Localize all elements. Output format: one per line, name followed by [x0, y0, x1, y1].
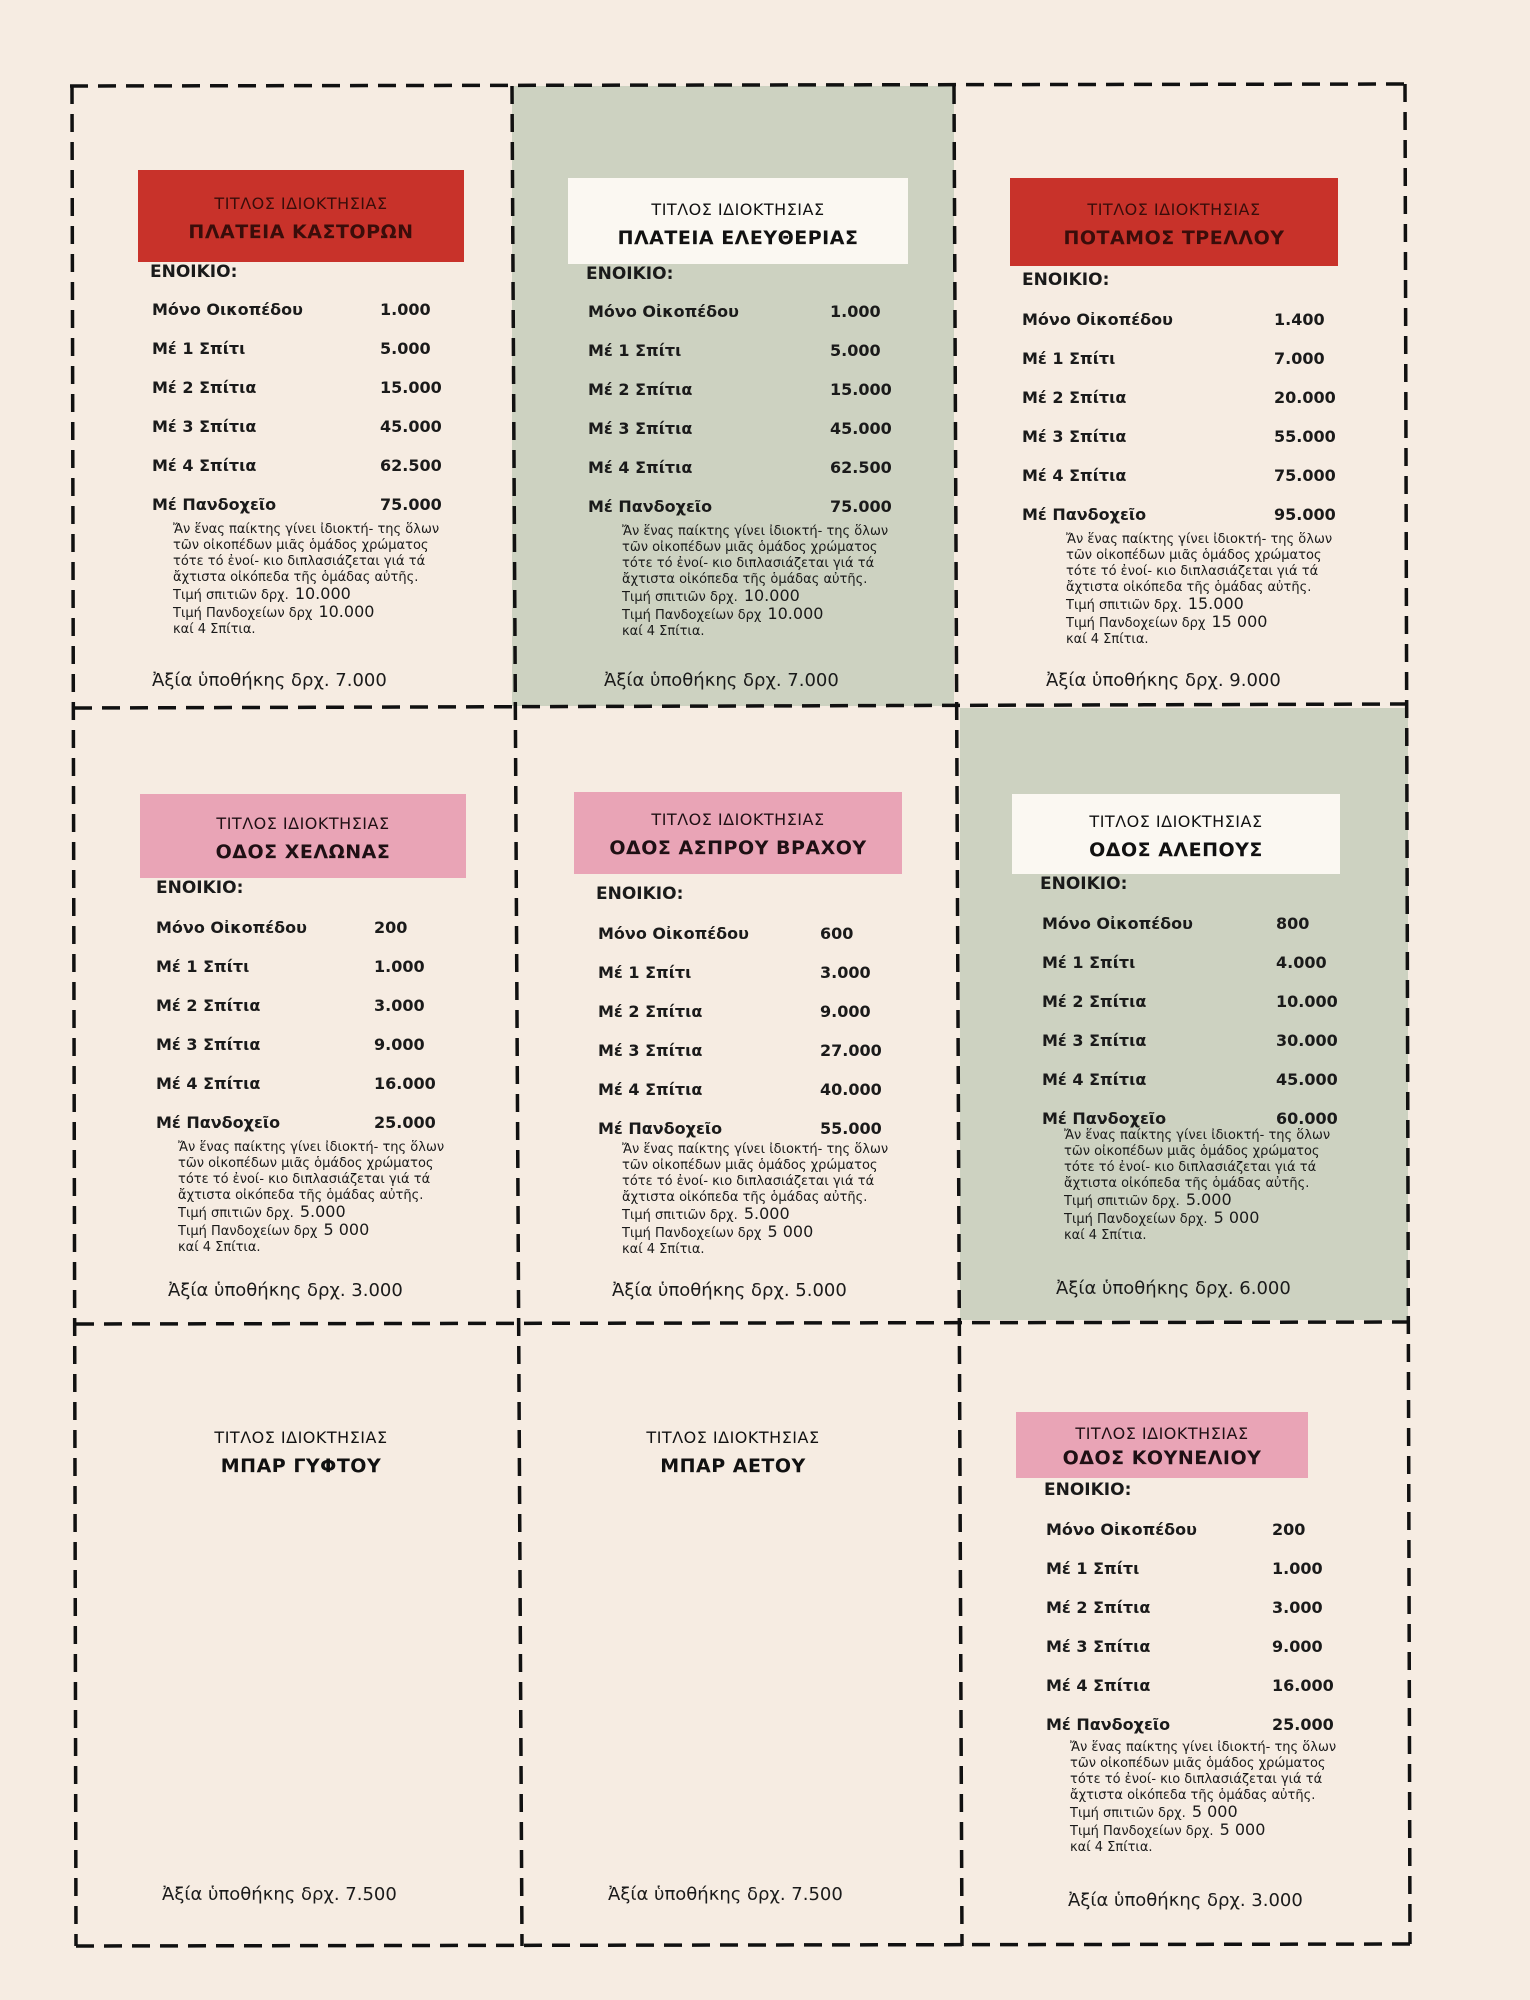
card-title-bar — [138, 170, 464, 262]
card-header: ΤΙΤΛΟΣ ΙΔΙΟΚΤΗΣΙΑΣ — [214, 194, 388, 213]
rent-row-value: 800 — [1276, 914, 1310, 933]
rent-table — [598, 924, 898, 1158]
property-card — [512, 86, 954, 706]
rule-text: Ἄν ἕνας παίκτης γίνει ἰδιοκτή- της ὅλων τῶν οἰκοπέδων μιᾶς ὁμάδος χρώματος τότε τό ἐνοί- κιο διπλασιάζεται γιά τά ἄχτιστα οἰκόπεδα τῆς ὁμάδας αὐτῆς. — [622, 1142, 889, 1205]
rent-row-label: Μέ 1 Σπίτι — [1046, 1559, 1140, 1578]
rent-row-label: Μέ 3 Σπίτια — [598, 1041, 703, 1060]
rent-row-label: Μέ 3 Σπίτια — [1022, 427, 1127, 446]
hotel-price-value: 5 000 — [1219, 1820, 1266, 1839]
house-price-value: 10.000 — [294, 584, 351, 603]
mortgage-value: Ἀξία ὑποθήκης δρχ. 3.000 — [168, 1280, 403, 1301]
rent-row-value: 5.000 — [830, 341, 881, 360]
rent-row — [152, 300, 452, 339]
monopoly-rule-note — [1066, 532, 1336, 648]
rent-row — [1022, 349, 1342, 388]
rent-row-value: 1.000 — [1272, 1559, 1323, 1578]
rent-table — [588, 302, 892, 536]
rent-row-value: 15.000 — [830, 380, 892, 399]
rent-row-label: Μέ 4 Σπίτια — [156, 1074, 261, 1093]
mortgage-value: Ἀξία ὑποθήκης δρχ. 9.000 — [1046, 670, 1281, 691]
rent-label: ΕΝΟΙΚΙΟ: — [1044, 1480, 1132, 1500]
monopoly-rule-note — [178, 1140, 448, 1256]
rent-row-value: 200 — [1272, 1520, 1306, 1539]
property-name: ΠΟΤΑΜΟΣ ΤΡΕΛΛΟΥ — [1063, 227, 1285, 249]
rent-row-label: Μέ 3 Σπίτια — [1042, 1031, 1147, 1050]
rent-row-label: Μέ 4 Σπίτια — [1022, 466, 1127, 485]
rent-table — [1046, 1520, 1346, 1754]
card-header: ΤΙΤΛΟΣ ΙΔΙΟΚΤΗΣΙΑΣ — [1087, 200, 1261, 219]
rent-row — [1042, 1070, 1362, 1109]
rent-row-value: 10.000 — [1276, 992, 1338, 1011]
rent-label: ΕΝΟΙΚΙΟ: — [150, 262, 238, 282]
rent-row-value: 600 — [820, 924, 854, 943]
card-header: ΤΙΤΛΟΣ ΙΔΙΟΚΤΗΣΙΑΣ — [651, 200, 825, 219]
rent-row-label: Μέ 3 Σπίτια — [588, 419, 693, 438]
rent-row-label: Μέ Πανδοχεῖο — [156, 1113, 281, 1132]
rent-row-value: 200 — [374, 918, 408, 937]
house-price-label: Τιμή σπιτιῶν δρχ. — [178, 1206, 294, 1221]
house-price-label: Τιμή σπιτιῶν δρχ. — [173, 588, 289, 603]
card-title-bar — [570, 1428, 896, 1498]
card-title-bar — [1012, 794, 1340, 874]
rent-row — [598, 1002, 898, 1041]
hotel-price-line — [622, 606, 892, 624]
rent-row-label: Μόνο Οἰκοπέδου — [1042, 914, 1193, 933]
property-name: ΜΠΑΡ ΓΥΦΤΟΥ — [220, 1455, 382, 1477]
house-price-value: 5.000 — [299, 1202, 346, 1221]
rent-row-value: 62.500 — [830, 458, 892, 477]
hotel-price-suffix: καί 4 Σπίτια. — [622, 1242, 705, 1257]
rent-row-value: 9.000 — [820, 1002, 871, 1021]
house-price-label: Τιμή σπιτιῶν δρχ. — [1070, 1806, 1186, 1821]
rent-row-value: 1.400 — [1274, 310, 1325, 329]
card-title-bar — [138, 1428, 464, 1498]
rent-row-label: Μέ 1 Σπίτι — [156, 957, 250, 976]
rent-row-label: Μόνο Οἰκοπέδου — [1046, 1520, 1197, 1539]
rent-row — [598, 1080, 898, 1119]
property-card — [78, 86, 508, 706]
rent-row-value: 75.000 — [830, 497, 892, 516]
card-header: ΤΙΤΛΟΣ ΙΔΙΟΚΤΗΣΙΑΣ — [216, 814, 390, 833]
hotel-price-line — [1064, 1210, 1334, 1228]
rent-row-value: 9.000 — [374, 1035, 425, 1054]
property-card — [960, 708, 1408, 1320]
house-price-line — [178, 1204, 448, 1222]
rent-row-label: Μόνο Οἰκοπέδου — [156, 918, 307, 937]
rent-row — [598, 924, 898, 963]
rent-row-label: Μέ 2 Σπίτια — [588, 380, 693, 399]
rent-table — [1042, 914, 1362, 1148]
rule-text: Ἄν ἕνας παίκτης γίνει ἰδιοκτή- της ὅλων τῶν οἰκοπέδων μιᾶς ὁμάδος χρώματος τότε τό ἐνοί- κιο διπλασιάζεται γιά τά ἄχτιστα οἰκόπεδα τῆς ὁμάδας αὐτῆς. — [1066, 532, 1333, 595]
rent-row — [588, 341, 888, 380]
rule-text: Ἄν ἕνας παίκτης γίνει ἰδιοκτή- της ὅλων τῶν οἰκοπέδων μιᾶς ὁμάδος χρώματος τότε τό ἐνοί- κιο διπλασιάζεται γιά τά ἄχτιστα οἰκόπεδα τῆς ὁμάδας αὐτῆς. — [1070, 1740, 1337, 1803]
rent-row — [1022, 427, 1342, 466]
rent-row-value: 7.000 — [1274, 349, 1325, 368]
rent-row — [598, 1041, 898, 1080]
rent-row — [156, 996, 456, 1035]
rent-row-label: Μόνο Οἰκοπέδου — [598, 924, 749, 943]
rent-row-value: 45.000 — [380, 417, 442, 436]
rent-row-label: Μέ Πανδοχεῖο — [1046, 1715, 1171, 1734]
property-name: ΠΛΑΤΕΙΑ ΚΑΣΤΟΡΩΝ — [188, 221, 414, 243]
hotel-price-suffix: καί 4 Σπίτια. — [1064, 1228, 1147, 1243]
rent-row-label: Μέ 3 Σπίτια — [1046, 1637, 1151, 1656]
card-header: ΤΙΤΛΟΣ ΙΔΙΟΚΤΗΣΙΑΣ — [646, 1428, 820, 1447]
rent-row-label: Μέ 4 Σπίτια — [598, 1080, 703, 1099]
rent-row-value: 25.000 — [374, 1113, 436, 1132]
rent-label: ΕΝΟΙΚΙΟ: — [156, 878, 244, 898]
rent-row-value: 1.000 — [374, 957, 425, 976]
hotel-price-suffix: καί 4 Σπίτια. — [622, 624, 705, 639]
hotel-price-label: Τιμή Πανδοχείων δρχ. — [1070, 1824, 1214, 1839]
rent-row-label: Μέ 4 Σπίτια — [588, 458, 693, 477]
house-price-label: Τιμή σπιτιῶν δρχ. — [622, 1208, 738, 1223]
rent-table — [1022, 310, 1342, 544]
rent-row — [1042, 914, 1362, 953]
rent-row-value: 16.000 — [1272, 1676, 1334, 1695]
rent-row-label: Μέ 2 Σπίτια — [1042, 992, 1147, 1011]
rent-row — [1046, 1637, 1346, 1676]
rule-text: Ἄν ἕνας παίκτης γίνει ἰδιοκτή- της ὅλων τῶν οἰκοπέδων μιᾶς ὁμάδος χρώματος τότε τό ἐνοί- κιο διπλασιάζεται γιά τά ἄχτιστα οἰκόπεδα τῆς ὁμάδας αὐτῆς. — [178, 1140, 445, 1203]
rent-row-label: Μέ 1 Σπίτι — [152, 339, 246, 358]
rent-row-label: Μέ 1 Σπίτι — [588, 341, 682, 360]
rent-row — [588, 380, 892, 419]
hotel-price-value: 10.000 — [767, 604, 824, 623]
rent-row — [156, 1074, 456, 1113]
mortgage-value: Ἀξία ὑποθήκης δρχ. 7.000 — [604, 670, 839, 691]
card-title-bar — [1016, 1412, 1308, 1478]
property-card — [516, 710, 956, 1322]
rent-row-label: Μέ 4 Σπίτια — [1042, 1070, 1147, 1089]
hotel-price-suffix: καί 4 Σπίτια. — [1070, 1840, 1153, 1855]
rent-row — [156, 957, 456, 996]
property-name: ΟΔΟΣ ΚΟΥΝΕΛΙΟΥ — [1062, 1447, 1262, 1469]
house-price-line — [1070, 1804, 1340, 1822]
rent-row — [152, 378, 452, 417]
rent-row-value: 1.000 — [380, 300, 431, 319]
monopoly-rule-note — [1070, 1740, 1340, 1856]
rent-row — [1022, 310, 1342, 349]
rent-row — [1042, 953, 1362, 992]
rent-row-value: 60.000 — [1276, 1109, 1338, 1128]
rent-row — [1022, 466, 1342, 505]
rent-row-label: Μέ 4 Σπίτια — [152, 456, 257, 475]
mortgage-value: Ἀξία ὑποθήκης δρχ. 7.500 — [162, 1884, 397, 1905]
cut-line — [76, 1944, 1410, 1946]
rent-row-value: 20.000 — [1274, 388, 1336, 407]
rent-row-label: Μέ 3 Σπίτια — [156, 1035, 261, 1054]
rent-table — [156, 918, 456, 1152]
rent-row-value: 3.000 — [374, 996, 425, 1015]
card-header: ΤΙΤΛΟΣ ΙΔΙΟΚΤΗΣΙΑΣ — [651, 810, 825, 829]
rent-row-label: Μέ 2 Σπίτια — [598, 1002, 703, 1021]
rent-row — [152, 417, 452, 456]
rent-row-label: Μέ 2 Σπίτια — [1046, 1598, 1151, 1617]
hotel-price-line — [622, 1224, 892, 1242]
rent-row-value: 3.000 — [1272, 1598, 1323, 1617]
rent-row-label: Μέ Πανδοχεῖο — [152, 495, 277, 514]
mortgage-value: Ἀξία ὑποθήκης δρχ. 7.000 — [152, 670, 387, 691]
hotel-price-line — [1070, 1822, 1340, 1840]
house-price-line — [1064, 1192, 1334, 1210]
rent-label: ΕΝΟΙΚΙΟ: — [586, 264, 674, 284]
rent-row-value: 9.000 — [1272, 1637, 1323, 1656]
hotel-price-value: 5 000 — [767, 1222, 814, 1241]
hotel-price-value: 15 000 — [1211, 612, 1268, 631]
rent-row-label: Μέ Πανδοχεῖο — [598, 1119, 723, 1138]
rent-label: ΕΝΟΙΚΙΟ: — [1040, 874, 1128, 894]
rent-row-value: 55.000 — [1274, 427, 1336, 446]
rent-row — [588, 302, 888, 341]
cut-line — [72, 86, 76, 1946]
rent-row-label: Μέ 1 Σπίτι — [598, 963, 692, 982]
monopoly-rule-note — [173, 522, 443, 638]
card-header: ΤΙΤΛΟΣ ΙΔΙΟΚΤΗΣΙΑΣ — [214, 1428, 388, 1447]
mortgage-value: Ἀξία ὑποθήκης δρχ. 6.000 — [1056, 1278, 1291, 1299]
hotel-price-line — [1066, 614, 1336, 632]
monopoly-rule-note — [1064, 1128, 1334, 1244]
property-name: ΜΠΑΡ ΑΕΤΟΥ — [660, 1455, 806, 1477]
rent-row-label: Μόνο Οἰκοπέδου — [588, 302, 739, 321]
property-name: ΟΔΟΣ ΧΕΛΩΝΑΣ — [215, 841, 391, 863]
rent-row-label: Μόνο Οικοπέδου — [152, 300, 303, 319]
rule-text: Ἄν ἕνας παίκτης γίνει ἰδιοκτή- της ὅλων τῶν οἰκοπέδων μιᾶς ὁμάδος χρώματος τότε τό ἐνοί- κιο διπλασιάζεται γιά τά ἄχτιστα οἰκόπεδα τῆς ὁμάδας αὐτῆς. — [173, 522, 440, 585]
rule-text: Ἄν ἕνας παίκτης γίνει ἰδιοκτή- της ὅλων τῶν οἰκοπέδων μιᾶς ὁμάδος χρώματος τότε τό ἐνοί- κιο διπλασιάζεται γιά τά ἄχτιστα οἰκόπεδα τῆς ὁμάδας αὐτῆς. — [622, 524, 889, 587]
card-header: ΤΙΤΛΟΣ ΙΔΙΟΚΤΗΣΙΑΣ — [1089, 812, 1263, 831]
property-card — [958, 86, 1408, 706]
house-price-line — [622, 1206, 892, 1224]
rent-label: ΕΝΟΙΚΙΟ: — [596, 884, 684, 904]
rent-row — [156, 918, 456, 957]
hotel-price-suffix: καί 4 Σπίτια. — [1066, 632, 1149, 647]
rent-row-value: 95.000 — [1274, 505, 1336, 524]
rent-row — [152, 339, 452, 378]
rent-row-value: 1.000 — [830, 302, 881, 321]
house-price-value: 5.000 — [1185, 1190, 1232, 1209]
card-title-bar — [1010, 178, 1338, 266]
monopoly-rule-note — [622, 1142, 892, 1258]
rent-row-value: 3.000 — [820, 963, 871, 982]
rent-row-value: 30.000 — [1276, 1031, 1338, 1050]
house-price-line — [622, 588, 892, 606]
mortgage-value: Ἀξία ὑποθήκης δρχ. 7.500 — [608, 1884, 843, 1905]
house-price-value: 15.000 — [1187, 594, 1244, 613]
property-name: ΠΛΑΤΕΙΑ ΕΛΕΥΘΕΡΙΑΣ — [617, 227, 859, 249]
hotel-price-label: Τιμή Πανδοχείων δρχ. — [1064, 1212, 1208, 1227]
hotel-price-label: Τιμή Πανδοχείων δρχ — [173, 606, 313, 621]
rent-label: ΕΝΟΙΚΙΟ: — [1022, 270, 1110, 290]
rent-row-label: Μόνο Οἰκοπέδου — [1022, 310, 1173, 329]
hotel-price-value: 5 000 — [1213, 1208, 1260, 1227]
card-header: ΤΙΤΛΟΣ ΙΔΙΟΚΤΗΣΙΑΣ — [1075, 1424, 1249, 1443]
rent-row-value: 27.000 — [820, 1041, 882, 1060]
rent-row — [152, 456, 452, 495]
rent-row — [1042, 1031, 1362, 1070]
rent-row-label: Μέ 2 Σπίτια — [1022, 388, 1127, 407]
rent-row-value: 5.000 — [380, 339, 431, 358]
house-price-label: Τιμή σπιτιῶν δρχ. — [622, 590, 738, 605]
hotel-price-value: 5 000 — [323, 1220, 370, 1239]
rent-row — [598, 963, 898, 1002]
rent-row — [156, 1035, 456, 1074]
rent-table — [152, 300, 452, 534]
house-price-value: 5 000 — [1191, 1802, 1238, 1821]
hotel-price-value: 10.000 — [318, 602, 375, 621]
hotel-price-label: Τιμή Πανδοχείων δρχ — [178, 1224, 318, 1239]
mortgage-value: Ἀξία ὑποθήκης δρχ. 3.000 — [1068, 1890, 1303, 1911]
rent-row-label: Μέ 2 Σπίτια — [152, 378, 257, 397]
card-title-bar — [140, 794, 466, 878]
rent-row-label: Μέ 1 Σπίτι — [1042, 953, 1136, 972]
rent-row-value: 75.000 — [1274, 466, 1336, 485]
house-price-line — [173, 586, 443, 604]
monopoly-rule-note — [622, 524, 892, 640]
rent-row-value: 16.000 — [374, 1074, 436, 1093]
house-price-value: 10.000 — [743, 586, 800, 605]
rent-row-value: 45.000 — [1276, 1070, 1338, 1089]
rent-row-label: Μέ Πανδοχεῖο — [1042, 1109, 1167, 1128]
hotel-price-label: Τιμή Πανδοχείων δρχ — [622, 608, 762, 623]
rent-row-value: 4.000 — [1276, 953, 1327, 972]
hotel-price-label: Τιμή Πανδοχείων δρχ — [622, 1226, 762, 1241]
rule-text: Ἄν ἕνας παίκτης γίνει ἰδιοκτή- της ὅλων τῶν οἰκοπέδων μιᾶς ὁμάδος χρώματος τότε τό ἐνοί- κιο διπλασιάζεται γιά τά ἄχτιστα οἰκόπεδα τῆς ὁμάδας αὐτῆς. — [1064, 1128, 1331, 1191]
hotel-price-label: Τιμή Πανδοχείων δρχ — [1066, 616, 1206, 631]
rent-row — [588, 458, 892, 497]
rent-row-value: 55.000 — [820, 1119, 882, 1138]
property-card — [78, 710, 508, 1322]
card-title-bar — [568, 178, 908, 264]
rent-row-value: 62.500 — [380, 456, 442, 475]
utility-card — [78, 1324, 508, 1944]
hotel-price-suffix: καί 4 Σπίτια. — [178, 1240, 261, 1255]
rent-row-label: Μέ 1 Σπίτι — [1022, 349, 1116, 368]
rent-row — [1046, 1598, 1346, 1637]
card-title-bar — [574, 792, 902, 874]
rent-row-value: 15.000 — [380, 378, 442, 397]
rent-row-value: 45.000 — [830, 419, 892, 438]
rent-row — [588, 419, 892, 458]
house-price-label: Τιμή σπιτιῶν δρχ. — [1064, 1194, 1180, 1209]
utility-card — [520, 1324, 958, 1944]
rent-row — [1042, 992, 1362, 1031]
rent-row — [1046, 1676, 1346, 1715]
rent-row-value: 25.000 — [1272, 1715, 1334, 1734]
hotel-price-suffix: καί 4 Σπίτια. — [173, 622, 256, 637]
property-name: ΟΔΟΣ ΑΣΠΡΟΥ ΒΡΑΧΟΥ — [609, 837, 867, 859]
hotel-price-line — [178, 1222, 448, 1240]
rent-row-label: Μέ 2 Σπίτια — [156, 996, 261, 1015]
rent-row-label: Μέ 3 Σπίτια — [152, 417, 257, 436]
rent-row-value: 40.000 — [820, 1080, 882, 1099]
rent-row-label: Μέ Πανδοχεῖο — [1022, 505, 1147, 524]
property-name: ΟΔΟΣ ΑΛΕΠΟΥΣ — [1089, 839, 1263, 861]
rent-row-value: 75.000 — [380, 495, 442, 514]
rent-row — [1046, 1559, 1346, 1598]
property-card — [962, 1324, 1408, 1944]
rent-row — [1046, 1520, 1346, 1559]
house-price-label: Τιμή σπιτιῶν δρχ. — [1066, 598, 1182, 613]
rent-row-label: Μέ Πανδοχεῖο — [588, 497, 713, 516]
rent-row — [1022, 388, 1342, 427]
hotel-price-line — [173, 604, 443, 622]
rent-row-label: Μέ 4 Σπίτια — [1046, 1676, 1151, 1695]
house-price-value: 5.000 — [743, 1204, 790, 1223]
mortgage-value: Ἀξία ὑποθήκης δρχ. 5.000 — [612, 1280, 847, 1301]
house-price-line — [1066, 596, 1336, 614]
